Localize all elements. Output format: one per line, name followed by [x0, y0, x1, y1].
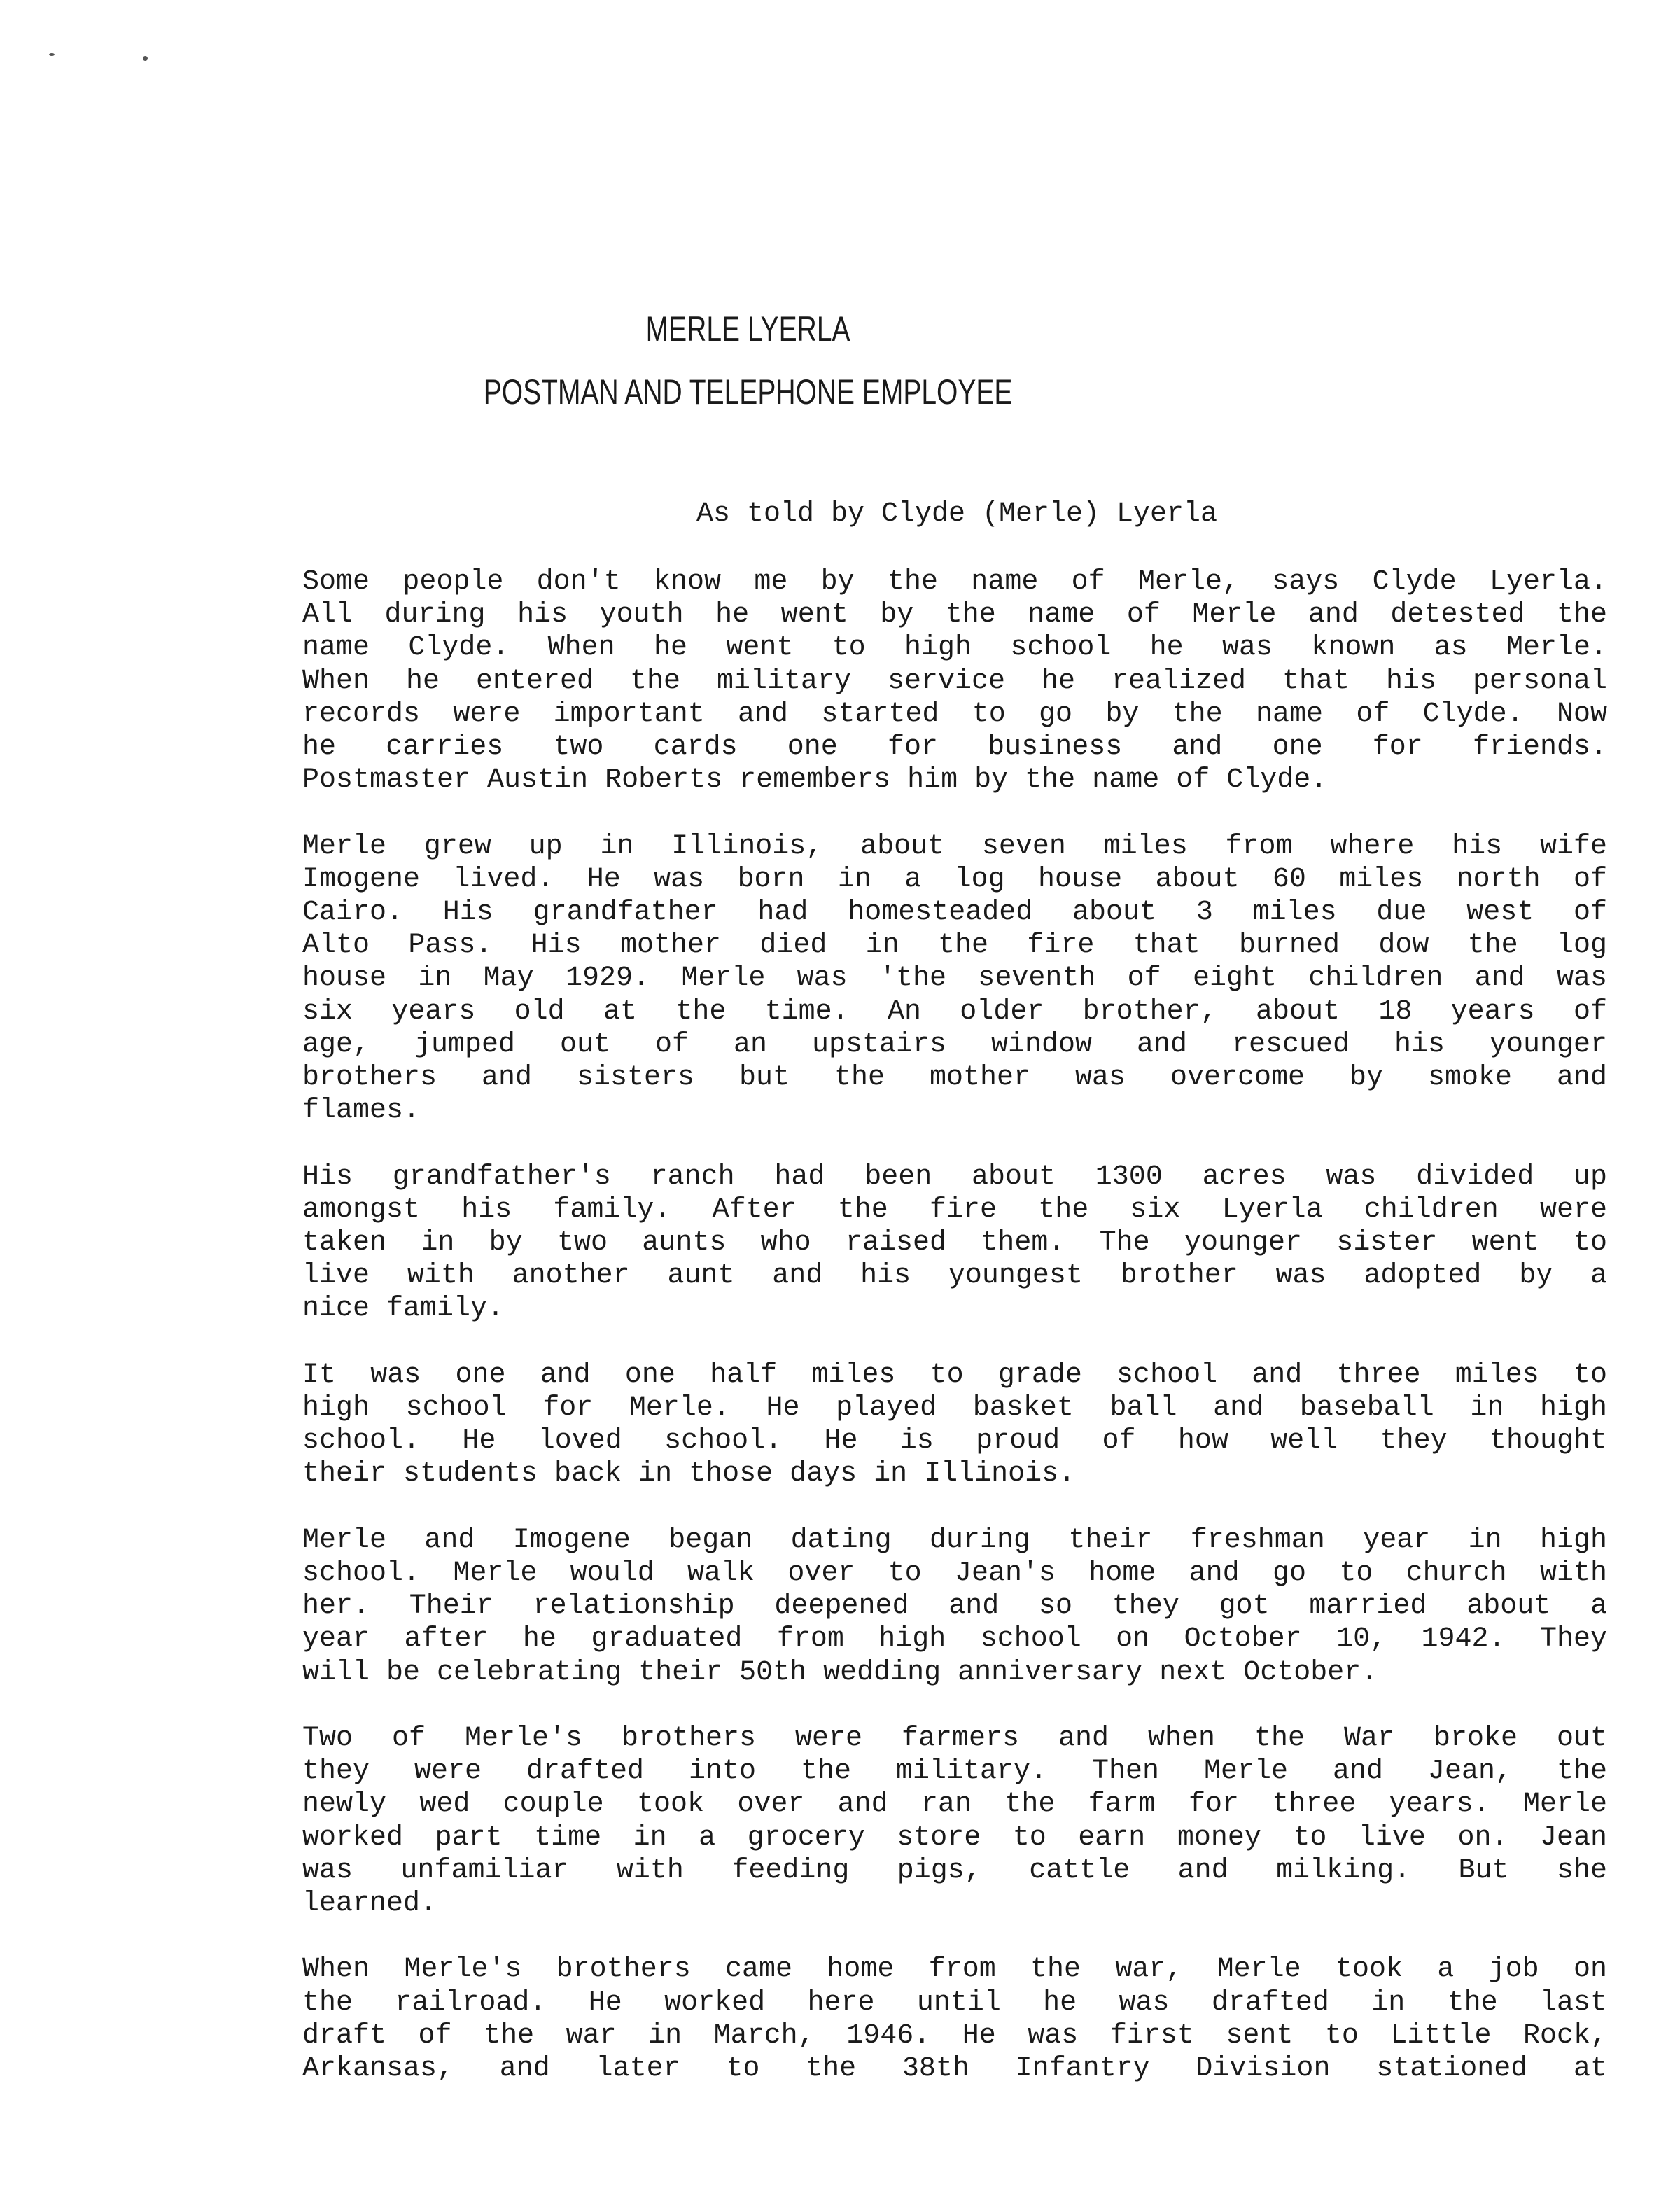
paragraph: [302, 830, 1607, 1128]
paragraph: [302, 1953, 1607, 2085]
paragraph: [302, 1161, 1607, 1326]
text-line: draft of the war in March, 1946. He was first sent to Little Rock,: [302, 2019, 1607, 2052]
text-line: When Merle's brothers came home from the war, Merle took a job on: [302, 1954, 1607, 1986]
text-line: Some people don't know me by the name of Merle, says Clyde Lyerla.: [302, 566, 1607, 598]
text-line: It was one and one half miles to grade school and three miles to: [302, 1359, 1607, 1391]
text-line: they were drafted into the military. Then Merle and Jean, the: [302, 1756, 1607, 1788]
text-line: high school for Merle. He played basket ball and baseball in high: [302, 1392, 1607, 1424]
document-subtitle: POSTMAN AND TELEPHONE EMPLOYEE: [483, 372, 1013, 412]
text-line: worked part time in a grocery store to earn money to live on. Jean: [302, 1821, 1607, 1854]
text-line: her. Their relationship deepened and so they got married about a: [302, 1590, 1607, 1623]
paragraph: [302, 1722, 1607, 1920]
text-line: the railroad. He worked here until he was drafted in the last: [302, 1987, 1607, 2019]
text-line: Arkansas, and later to the 38th Infantry Division stationed at: [302, 2053, 1607, 2085]
text-line: learned.: [302, 1888, 438, 1920]
text-line: records were important and started to go by the name of Clyde. Now: [302, 698, 1607, 730]
title-block: [0, 308, 1496, 434]
text-line: school. He loved school. He is proud of how well they thought: [302, 1425, 1607, 1457]
text-line: taken in by two aunts who raised them. The younger sister went to: [302, 1227, 1607, 1259]
article-body: [302, 566, 1607, 2118]
text-line: house in May 1929. Merle was 'the seventh of eight children and was: [302, 962, 1607, 995]
text-line: nice family.: [302, 1293, 505, 1325]
text-line: he carries two cards one for business and one for friends.: [302, 732, 1607, 764]
text-line: their students back in those days in Illinois.: [302, 1458, 1076, 1490]
text-line: All during his youth he went by the name of Merle and detested the: [302, 599, 1607, 631]
text-line: will be celebrating their 50th wedding anniversary next October.: [302, 1656, 1378, 1688]
text-line: brothers and sisters but the mother was overcome by smoke and: [302, 1062, 1607, 1094]
text-line: His grandfather's ranch had been about 1300 acres was divided up: [302, 1161, 1607, 1193]
text-line: school. Merle would walk over to Jean's home and go to church with: [302, 1558, 1607, 1590]
text-line: Postmaster Austin Roberts remembers him by the name of Clyde.: [302, 764, 1328, 797]
byline: As told by Clyde (Merle) Lyerla: [696, 498, 1218, 530]
text-line: When he entered the military service he realized that his personal: [302, 665, 1607, 697]
text-line: Merle grew up in Illinois, about seven miles from where his wife: [302, 830, 1607, 862]
text-line: Imogene lived. He was born in a log house about 60 miles north of: [302, 863, 1607, 895]
paragraph: [302, 1524, 1607, 1689]
text-line: amongst his family. After the fire the six Lyerla children were: [302, 1194, 1607, 1226]
text-line: live with another aunt and his youngest brother was adopted by a: [302, 1260, 1607, 1292]
paragraph: [302, 566, 1607, 797]
paragraph: [302, 1359, 1607, 1491]
scan-speck: [49, 53, 55, 56]
text-line: name Clyde. When he went to high school he was known as Merle.: [302, 632, 1607, 664]
scan-speck: [143, 56, 148, 61]
text-line: Merle and Imogene began dating during their freshman year in high: [302, 1524, 1607, 1556]
text-line: Alto Pass. His mother died in the fire that burned dow the log: [302, 930, 1607, 962]
text-line: flames.: [302, 1095, 421, 1127]
text-line: year after he graduated from high school on October 10, 1942. They: [302, 1623, 1607, 1656]
text-line: Cairo. His grandfather had homesteaded about 3 miles due west of: [302, 897, 1607, 929]
text-line: age, jumped out of an upstairs window and rescued his younger: [302, 1028, 1607, 1060]
document-title: MERLE LYERLA: [645, 309, 850, 349]
text-line: Two of Merle's brothers were farmers and when the War broke out: [302, 1723, 1607, 1755]
text-line: was unfamiliar with feeding pigs, cattle and milking. But she: [302, 1854, 1607, 1886]
text-line: newly wed couple took over and ran the farm for three years. Merle: [302, 1788, 1607, 1821]
text-line: six years old at the time. An older brother, about 18 years of: [302, 995, 1607, 1028]
